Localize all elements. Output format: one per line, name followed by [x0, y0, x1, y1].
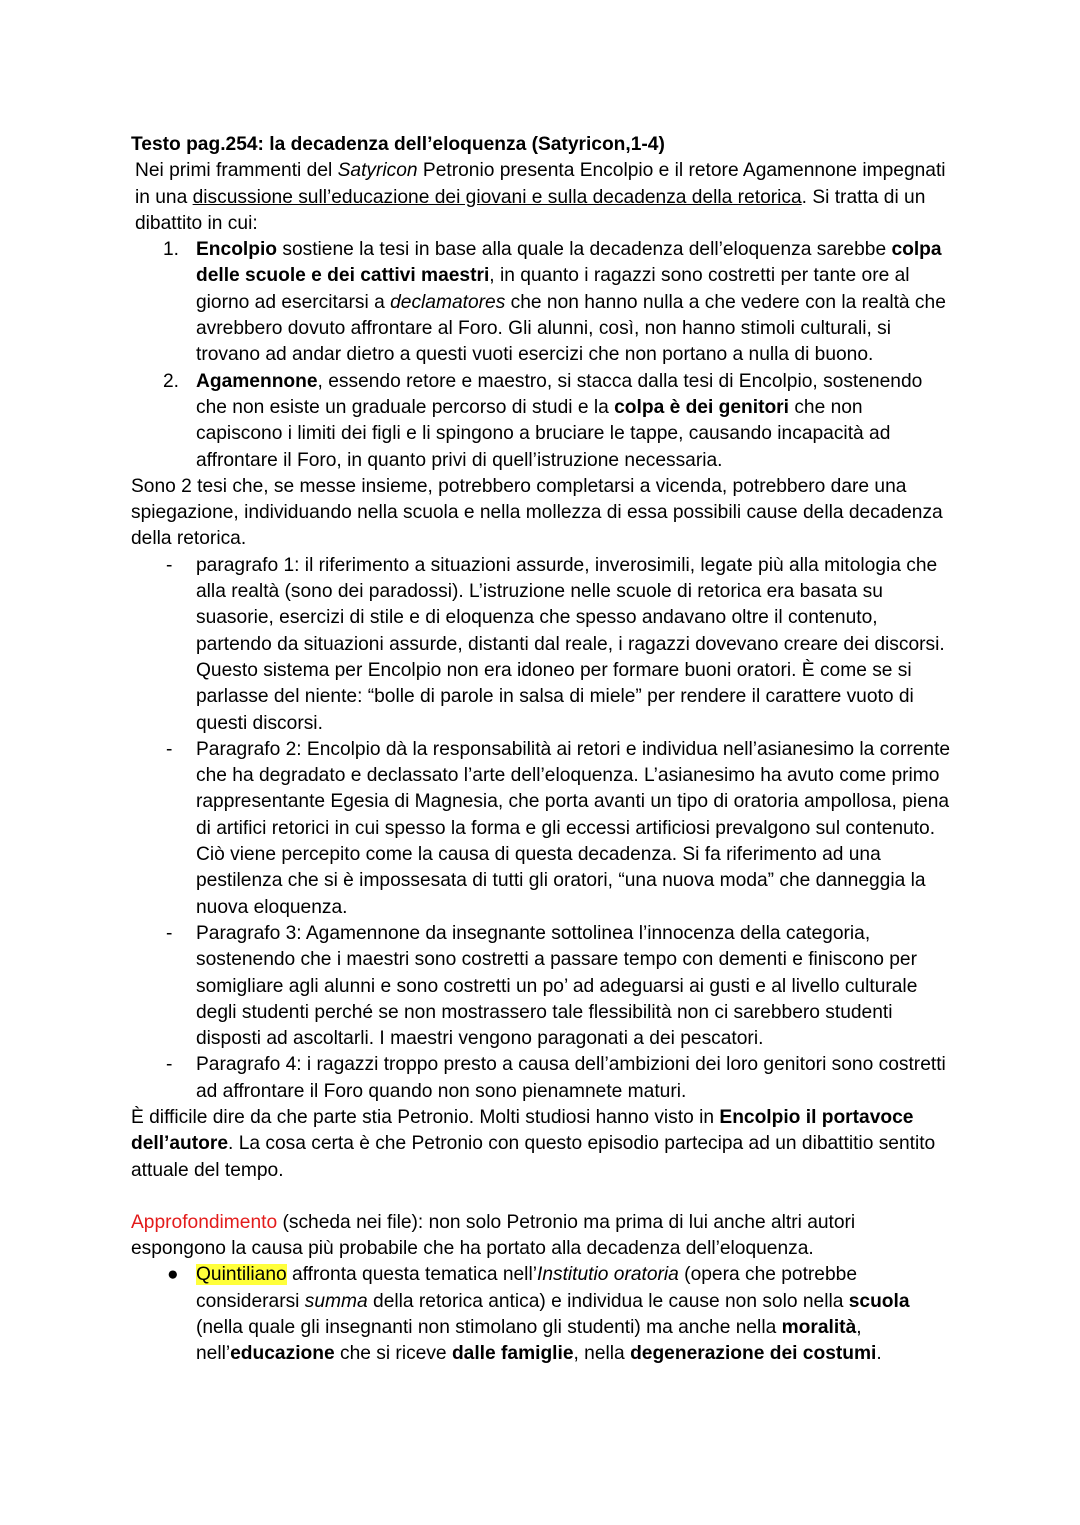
conclusion-paragraph: [131, 1105, 951, 1184]
list-item-text: paragrafo 1: il riferimento a situazioni assurde, inverosimili, legate più alla mitologia che alla realtà (sono dei paradossi). L’istruzione nelle scuole di retorica era basata su suasorie, esercizi di stile e di eloquenza che spesso andavano oltre il contenuto, partendo da situazioni assurde, distanti dal reale, i ragazzi dovevano creare dei discorsi. Questo sistema per Encolpio non era idoneo per formare buoni oratori. È come se si parlasse del niente: “bolle di parole in salsa di miele” per rendere il carattere vuoto di questi discorsi.: [196, 554, 945, 734]
list-item-quintiliano: [131, 1262, 951, 1367]
text: affronta questa tematica nell’: [286, 1264, 537, 1286]
thesis-item-encolpio: [131, 237, 951, 368]
italic-term: summa: [304, 1290, 368, 1312]
approfondimento-paragraph: [131, 1210, 951, 1263]
list-number: 1.: [163, 239, 180, 261]
document-body: [131, 132, 951, 1368]
text: (opera che potrebbe considerarsi: [196, 1264, 857, 1312]
work-title-satyricon: Satyricon: [337, 160, 418, 182]
approfondimento-text: (scheda nei file): non solo Petronio ma prima di lui anche altri autori espongono la causa più probabile che ha portato alla decadenza dell’eloquenza.: [131, 1211, 856, 1260]
intro-text-3: . Si tratta di un dibattito in cui:: [135, 186, 926, 234]
bold-phrase: colpa è dei genitori: [614, 396, 789, 418]
bold-phrase: colpa delle scuole e dei cattivi maestri: [196, 239, 942, 287]
underlined-topic: discussione sull’educazione dei giovani e sulla decadenza della retorica: [192, 186, 802, 208]
intro-paragraph: [131, 158, 951, 237]
text: , nell’: [196, 1317, 862, 1365]
section-title: Testo pag.254: la decadenza dell’eloquenza (Satyricon,1-4): [131, 134, 665, 155]
intro-text-2: Petronio presenta Encolpio e il retore Agamennone impegnati in una: [135, 160, 946, 208]
name-agamennone: Agamennone: [196, 370, 318, 392]
highlighted-name-quintiliano: Quintiliano: [196, 1264, 287, 1286]
work-title-institutio: Institutio oratoria: [536, 1264, 679, 1286]
bold-phrase: dalle famiglie: [451, 1343, 574, 1365]
dash-marker: -: [166, 738, 173, 760]
list-item-text: Paragrafo 3: Agamennone da insegnante sottolinea l’innocenza della categoria, sostenendo che i maestri sono costretti a passare tempo con dementi e finiscono per somigliare agli alunni e sono costretti un po’ ad adeguarsi ai gusti e al livello culturale degli studenti perché se non mostrassero tale flessibilità non ci sarebbero studenti disposti ad ascoltarli. I maestri vengono paragonati a dei pescatori.: [196, 922, 918, 1050]
text: della retorica antica) e individua le cause non solo nella: [367, 1290, 849, 1312]
item-text: sostiene la tesi in base alla quale la decadenza dell’eloquenza sarebbe: [277, 239, 892, 261]
dash-marker: -: [166, 1054, 173, 1076]
item-text-2: , in quanto i ragazzi sono costretti per tante ore al giorno ad esercitarsi a: [196, 265, 910, 313]
list-item-paragrafo-4: [131, 1052, 951, 1105]
thesis-list: [131, 237, 951, 474]
list-item-paragrafo-1: [131, 553, 951, 737]
bold-word: educazione: [230, 1343, 335, 1365]
item-text: , essendo retore e maestro, si stacca dalla tesi di Encolpio, sostenendo che non esiste un graduale percorso di studi e la: [196, 370, 923, 418]
dash-marker: -: [166, 554, 173, 576]
text: che si riceve: [334, 1343, 452, 1365]
intro-text: Nei primi frammenti del: [135, 160, 338, 182]
bold-phrase: degenerazione dei costumi: [630, 1343, 877, 1365]
italic-term: declamatores: [390, 291, 506, 313]
text: .: [876, 1343, 882, 1365]
item-text-2: che non capiscono i limiti dei figli e li spingono a bruciare le tappe, causando incapacità ad affrontare il Foro, in quanto privi di quell’istruzione necessaria.: [196, 396, 891, 471]
spacer: [131, 1184, 951, 1210]
conclusion-text-2: . La cosa certa è che Petronio con questo episodio partecipa ad un dibattitio sentito attuale del tempo.: [131, 1133, 936, 1181]
list-item-paragrafo-3: [131, 921, 951, 1052]
list-item-paragrafo-2: [131, 737, 951, 921]
conclusion-text: È difficile dire da che parte stia Petronio. Molti studiosi hanno visto in: [131, 1106, 720, 1128]
thesis-item-agamennone: [131, 369, 951, 474]
list-item-text: Paragrafo 2: Encolpio dà la responsabilità ai retori e individua nell’asianesimo la corrente che ha degradato e declassato l’arte dell’eloquenza. L’asianesimo ha avuto come primo rappresentante Egesia di Magnesia, che porta avanti un tipo di oratoria ampollosa, piena di artifici retorici in cui spesso la forma e gli eccessi artificiosi prevalgono sul contenuto. Ciò viene percepito come la causa di questa decadenza. Si fa riferimento ad una pestilenza che si è impossesata di tutti gli oratori, “una nuova moda” che danneggia la nuova eloquenza.: [196, 738, 951, 918]
bold-word: moralità: [781, 1317, 857, 1339]
bold-word: scuola: [848, 1290, 910, 1312]
bold-phrase: Encolpio il portavoce dell’autore: [131, 1106, 914, 1155]
paragraph-list: [131, 553, 951, 1105]
dash-marker: -: [166, 922, 173, 944]
synthesis-paragraph: Sono 2 tesi che, se messe insieme, potrebbero completarsi a vicenda, potrebbero dare una spiegazione, individuando nella scuola e nella mollezza di essa possibili cause della decadenza della retorica.: [131, 475, 943, 550]
author-list: [131, 1262, 951, 1367]
name-encolpio: Encolpio: [196, 239, 278, 261]
bullet-marker: ●: [167, 1264, 179, 1286]
item-text-3: che non hanno nulla a che vedere con la realtà che avrebbero dovuto affrontare al Foro. Gli alunni, così, non hanno stimoli culturali, si trovano ad andar dietro a questi vuoti esercizi che non portano a nulla di buono.: [196, 291, 946, 366]
text: , nella: [573, 1343, 631, 1365]
list-item-text: Paragrafo 4: i ragazzi troppo presto a causa dell’ambizioni dei loro genitori sono costretti ad affrontare il Foro quando non sono pienamnete maturi.: [196, 1054, 946, 1102]
text: (nella quale gli insegnanti non stimolano gli studenti) ma anche nella: [196, 1317, 782, 1339]
list-number: 2.: [163, 370, 180, 392]
approfondimento-label: Approfondimento: [131, 1211, 278, 1233]
